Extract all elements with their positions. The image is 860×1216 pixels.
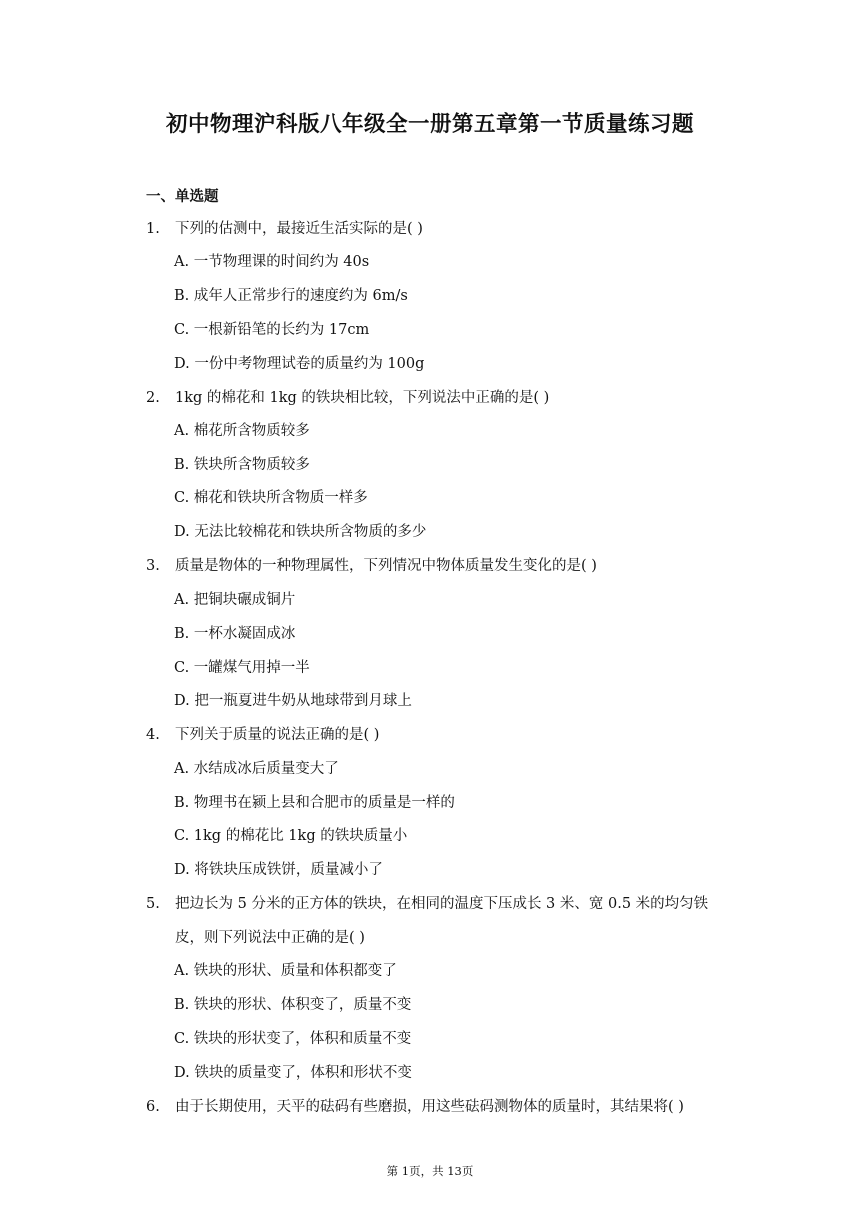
answer-option: B. 铁块所含物质较多 [174, 457, 310, 473]
question-stem: 质量是物体的一种物理属性，下列情况中物体质量发生变化的是( ) [175, 558, 597, 574]
answer-option: D. 无法比较棉花和铁块所含物质的多少 [174, 524, 427, 540]
answer-option: A. 棉花所含物质较多 [174, 423, 310, 439]
answer-option: C. 铁块的形状变了，体积和质量不变 [174, 1031, 412, 1047]
question-number: 2. [146, 390, 160, 406]
answer-option: B. 物理书在颍上县和合肥市的质量是一样的 [174, 795, 455, 811]
question-stem: 下列的估测中，最接近生活实际的是( ) [175, 221, 423, 237]
question-number: 1. [146, 221, 160, 237]
question-number: 4. [146, 727, 160, 743]
question-stem: 1kg 的棉花和 1kg 的铁块相比较，下列说法中正确的是( ) [175, 390, 550, 406]
page-footer: 第 1页，共 13页 [386, 1164, 474, 1178]
answer-option: B. 一杯水凝固成冰 [174, 626, 296, 642]
question-number: 6. [146, 1099, 160, 1115]
question-number: 3. [146, 558, 160, 574]
question-stem: 下列关于质量的说法正确的是( ) [175, 727, 380, 743]
answer-option: C. 一根新铅笔的长约为 17cm [174, 322, 370, 338]
answer-option: C. 棉花和铁块所含物质一样多 [174, 490, 368, 506]
document-title: 初中物理沪科版八年级全一册第五章第一节质量练习题 [165, 112, 694, 137]
answer-option: A. 水结成冰后质量变大了 [174, 761, 339, 777]
answer-option: C. 1kg 的棉花比 1kg 的铁块质量小 [174, 828, 408, 844]
question-number: 5. [146, 896, 160, 912]
answer-option: B. 成年人正常步行的速度约为 6m/s [174, 288, 408, 304]
answer-option: A. 铁块的形状、质量和体积都变了 [174, 963, 397, 979]
answer-option: A. 一节物理课的时间约为 40s [174, 254, 370, 270]
answer-option: A. 把铜块碾成铜片 [174, 592, 296, 608]
question-stem: 由于长期使用，天平的砝码有些磨损，用这些砝码测物体的质量时，其结果将( ) [175, 1099, 684, 1115]
answer-option: D. 将铁块压成铁饼，质量减小了 [174, 862, 383, 878]
answer-option: D. 一份中考物理试卷的质量约为 100g [174, 356, 425, 372]
answer-option: D. 把一瓶夏进牛奶从地球带到月球上 [174, 693, 412, 709]
answer-option: C. 一罐煤气用掉一半 [174, 660, 310, 676]
answer-option: B. 铁块的形状、体积变了，质量不变 [174, 997, 412, 1013]
question-stem: 把边长为 5 分米的正方体的铁块，在相同的温度下压成长 3 米、宽 0.5 米的均匀铁 [175, 896, 709, 912]
answer-option: D. 铁块的质量变了，体积和形状不变 [174, 1065, 412, 1081]
section-heading: 一、单选题 [146, 189, 219, 205]
question-stem: 皮，则下列说法中正确的是( ) [175, 930, 365, 946]
